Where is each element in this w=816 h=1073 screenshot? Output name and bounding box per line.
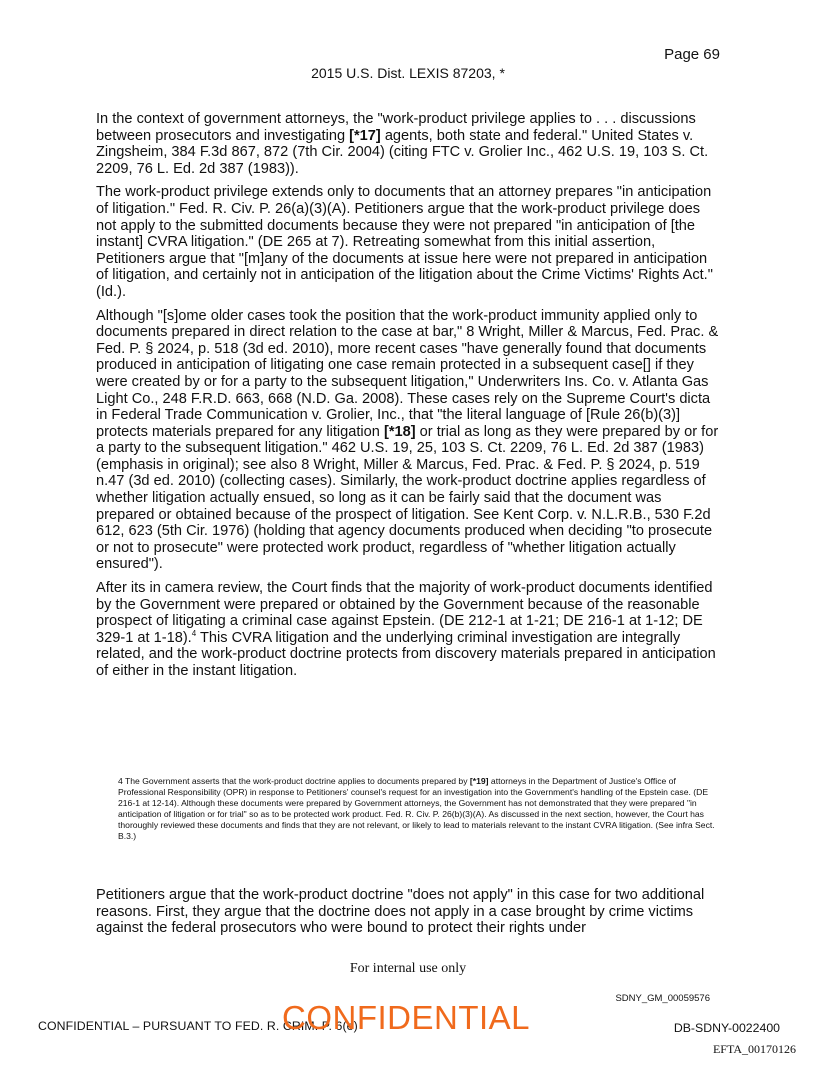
confidential-notice: CONFIDENTIAL – PURSUANT TO FED. R. CRIM. P. 6(e) [38, 1019, 358, 1033]
paragraph-5: Petitioners argue that the work-product doctrine "does not apply" in this case for two additional reasons. First, they argue that the doctrine does not apply in a case brought by crime victims against the federal prosecutors who were bound to protect their rights under [96, 887, 705, 937]
footnote-text-b: attorneys in the Department of Justice's Office of Professional Responsibility (OPR) in response to Petitioners' counsel's request for an investigation into the Government's handling of the Epstein case. (DE 216-1 at 12-14). Although these documents were prepared by Government attorneys, the Government has not demonstrated that they were prepared "in anticipation of litigation or for trial" so as to be protected work product. Fed. R. Civ. P. 26(b)(3)(A). As discussed in the next section, however, the Court has thoroughly reviewed these documents and finds that they are not relevant, or likely to lead to materials relevant to the instant CVRA litigation. (See infra Sect. B.3.) [118, 776, 715, 842]
opinion-body-continued [96, 887, 721, 937]
bates-efta: EFTA_00170126 [712, 1042, 796, 1056]
paragraph-3-text-a: Although "[s]ome older cases took the position that the work-product immunity applied only to documents prepared in direct relation to the case at bar," 8 Wright, Miller & Marcus, Fed. Prac. & Fed. P. § 2024, p. 518 (3d ed. 2010), more recent cases "have generally found that documents produced in anticipation of litigating one case remain protected in a subsequent case[] if they were created by or for a party to the subsequent litigation," Underwriters Ins. Co. v. Atlanta Gas Light Co., 248 F.R.D. 663, 668 (N.D. Ga. 2008). These cases rely on the Supreme Court's dicta in Federal Trade Communication v. Grolier, Inc., that "the literal language of [Rule 26(b)(3)] protects materials prepared for any litigation [96, 307, 719, 440]
paragraph-1-text-b: agents, both state and federal." United States v. Zingsheim, 384 F.3d 867, 872 (7th Cir. 2004) (citing FTC v. Grolier Inc., 462 U.S. 19, 103 S. Ct. 2209, 76 L. Ed. 2d 387 (1983)). [96, 127, 709, 177]
footnote-4 [118, 776, 718, 843]
star-page-pin-17: [*17] [349, 127, 381, 144]
paragraph-1 [96, 111, 721, 177]
paragraph-2: The work-product privilege extends only to documents that an attorney prepares "in anticipation of litigation." Fed. R. Civ. P. 26(a)(3)(A). Petitioners argue that the work-product privilege does not apply to the submitted documents because they were not prepared "in anticipation of [the instant] CVRA litigation." (DE 265 at 7). Retreating somewhat from this initial assertion, Petitioners argue that "[m]any of the documents at issue here were not prepared in anticipation of litigation, and certainly not in anticipation of the litigation about the Crime Victims' Rights Act." (Id.). [96, 184, 713, 300]
paragraph-4-text-b: This CVRA litigation and the underlying criminal investigation are integrally related, and the work-product doctrine protects from discovery materials prepared in anticipation of either in the instant litigation. [96, 629, 716, 679]
footnote-text-a: 4 The Government asserts that the work-product doctrine applies to documents prepared by [118, 776, 470, 786]
paragraph-4-text-a: After its in camera review, the Court finds that the majority of work-product documents identified by the Government were prepared or obtained by the Government because of the reasonable prospect of litigating a criminal case against Epstein. (DE 212-1 at 1-21; DE 216-1 at 1-12; DE 329-1 at 1-18). [96, 580, 713, 646]
paragraph-4 [96, 580, 721, 680]
running-head: 2015 U.S. Dist. LEXIS 87203, * [311, 65, 505, 81]
internal-use-notice: For internal use only [349, 961, 467, 976]
paragraph-3-text-b: or trial as long as they were prepared by or for a party to the subsequent litigation." 462 U.S. 19, 25, 103 S. Ct. 2209, 76 L. Ed. 2d 387 (1983) (emphasis in original); see also 8 Wright, Miller & Marcus, Fed. Prac. & Fed. P. § 2024, p. 519 n.47 (3d ed. 2010) (collecting cases). Similarly, the work-product doctrine applies regardless of whether litigation actually ensued, so long as it can be fairly said that the document was prepared or obtained because of the prospect of litigation. See Kent Corp. v. N.L.R.B., 530 F.2d 612, 623 (5th Cir. 1976) (holding that agency documents produced when deciding "to prosecute or not to prosecute" were protected work product, regardless of "whether litigation actually ensured"). [96, 423, 719, 573]
page-number: Page 69 [664, 46, 720, 63]
opinion-body [96, 111, 721, 687]
paragraph-3 [96, 308, 721, 574]
footnote-reference: 4 [191, 628, 197, 638]
confidential-stamp: CONFIDENTIAL [282, 999, 531, 1036]
paragraph-1-text-a: In the context of government attorneys, the "work-product privilege applies to . . . discussions between prosecutors and investigating [96, 111, 696, 144]
star-page-pin-18: [*18] [383, 423, 416, 440]
bates-sdny-gm: SDNY_GM_00059576 [615, 993, 710, 1004]
bates-db-sdny: DB-SDNY-0022400 [673, 1021, 780, 1035]
star-page-pin-19: [*19] [469, 776, 489, 786]
